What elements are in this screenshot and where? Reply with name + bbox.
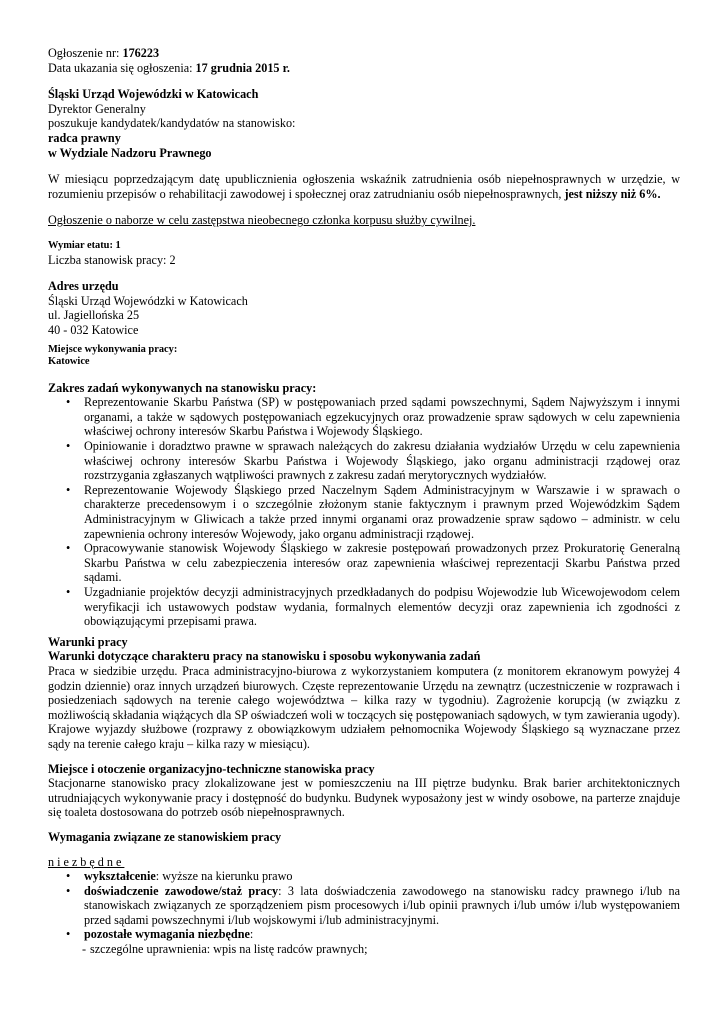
director-title: Dyrektor Generalny xyxy=(48,101,146,116)
ad-number-line: Ogłoszenie nr: 176223 xyxy=(48,46,160,60)
list-item: • Opracowywanie stanowisk Wojewody Śląskiego w zakresie postępowań prowadzonych przez Prokuratorię Generalną Skarbu Państwa w celu zabezpieczenia interesów oraz zapewnienia właściwej reprezentacji Skarbu Państwa przed sądami. xyxy=(66,541,680,585)
list-item: • Reprezentowanie Skarbu Państwa (SP) w postępowaniach przed sądami powszechnymi, Sądem Najwyższym i innymi organami, a także w sądowych postępowaniach egzekucyjnych oraz prowadzenie spraw sądowych w celu zapewnienia właściwej ochrony interesów Skarbu Państwa i Wojewody Śląskiego. xyxy=(66,395,680,439)
requirements-list xyxy=(48,869,680,942)
publication-date: 17 grudnia 2015 r. xyxy=(195,60,290,75)
position-title: radca prawny xyxy=(48,130,121,145)
list-item: • doświadczenie zawodowe/staż pracy: 3 lata doświadczenia zawodowego na stanowisku radcy prawnego i/lub na stanowiskach związanych ze sporządzeniem pism procesowych i/lub opinii prawnych i/lub umów i/lub występowaniem przed sądami powszechnymi i/lub wojskowymi i/lub administracyjnymi. xyxy=(66,883,680,927)
replacement-notice: Ogłoszenie o naborze w celu zastępstwa nieobecnego członka korpusu służby cywilnej. xyxy=(48,213,476,228)
bullet-icon: • xyxy=(66,869,71,884)
list-item: • wykształcenie: wyższe na kierunku prawo xyxy=(66,869,293,884)
department-name: w Wydziale Nadzoru Prawnego xyxy=(48,145,212,160)
list-item: • Uzgadnianie projektów decyzji administracyjnych przedkładanych do podpisu Wojewodzie lub Wicewojewodom celem weryfikacji ich ustawowych podstaw wydania, formalnych elementów decyzji oraz zapewnienia ich zgodności z obowiązującymi przepisami prawa. xyxy=(66,585,680,629)
environment-text: Stacjonarne stanowisko pracy zlokalizowane jest w pomieszczeniu na III piętrze budynku. Brak barier architektonicznych utrudniających wykonywanie pracy i dostępność do budynku. Budynek wyposażony jest w windy osobowe, na parterze znajduje się toaleta dostosowana do potrzeb osób niepełnosprawnych. xyxy=(48,776,680,820)
bullet-icon: • xyxy=(66,395,71,410)
workload-label: Wymiar etatu: 1 xyxy=(48,239,121,251)
workplace-label: Miejsce wykonywania pracy: xyxy=(48,343,178,355)
list-item: • Opiniowanie i doradztwo prawne w sprawach należących do zakresu działania wydziałów Urzędu w celu zapewnienia właściwej ochrony interesów Skarbu Państwa i Wojewody Śląskiego, jako organu administracji rządowej oraz rozstrzygania zgłaszanych wątpliwości prawnych z zakresu zadań merytorycznych wydziałów. xyxy=(66,439,680,483)
list-item: • pozostałe wymagania niezbędne: xyxy=(66,927,254,942)
address-office-name: Śląski Urząd Wojewódzki w Katowicach xyxy=(48,293,248,308)
address-city: 40 - 032 Katowice xyxy=(48,322,139,337)
dash-icon: - xyxy=(82,942,87,957)
conditions-text: Praca w siedzibie urzędu. Praca administracyjno-biurowa z wykorzystaniem komputera (z monitorem ekranowym powyżej 4 godzin dziennie) oraz innych urządzeń biurowych. Częste reprezentowanie Urzędu na zewnątrz (uczestniczenie w rozprawach i posiedzeniach sądowych na terenie całego województwa – kilka razy w tygodniu). Zagrożenie korupcją (w związku z możliwością składania wiążących dla SP oświadczeń woli w toczących się postępowaniach sądowych, w tym zawierania ugody). Krajowe wyjazdy służbowe (rozprawy z obowiązkowym udziałem pełnomocnika Wojewody Śląskiego są wyznaczane przez sądy na terenie całego kraju – kilka razy w miesiącu). xyxy=(48,663,680,751)
other-requirements-list xyxy=(48,942,680,957)
tasks-list xyxy=(48,395,680,629)
workplace-city: Katowice xyxy=(48,356,90,368)
bullet-icon: • xyxy=(66,927,71,942)
announcement-document xyxy=(48,46,680,957)
employment-rate-notice: W miesiącu poprzedzającym datę upublicznienia ogłoszenia wskaźnik zatrudnienia osób niepełnosprawnych w urzędzie, w rozumieniu przepisów o rehabilitacji zawodowej i społecznej oraz zatrudnianiu osób niepełnosprawnych, jest niższy niż 6%. xyxy=(48,172,680,201)
bullet-icon: • xyxy=(66,541,71,556)
positions-count: Liczba stanowisk pracy: 2 xyxy=(48,252,176,267)
tasks-heading: Zakres zadań wykonywanych na stanowisku pracy: xyxy=(48,380,317,395)
publication-date-line: Data ukazania się ogłoszenia: 17 grudnia 2015 r. xyxy=(48,60,290,75)
necessary-label: niezbędne xyxy=(48,854,125,869)
address-heading: Adres urzędu xyxy=(48,279,119,294)
seeking-text: poszukuje kandydatek/kandydatów na stanowisko: xyxy=(48,116,296,131)
bullet-icon: • xyxy=(66,439,71,454)
bullet-icon: • xyxy=(66,883,71,898)
bullet-icon: • xyxy=(66,482,71,497)
list-item: • Reprezentowanie Wojewody Śląskiego przed Naczelnym Sądem Administracyjnym w Warszawie i w sprawach o charakterze precedensowym i o szczególnie złożonym stanie faktycznym i prawnym przed Wojewódzkim Sądem Administracyjnym w Gliwicach a także przed innymi organami oraz prowadzenie spraw sądowo – administr. w celu zapewnienia ochrony interesów Wojewody, jako organu administracji rządowej. xyxy=(66,482,680,541)
list-item: - szczególne uprawnienia: wpis na listę radców prawnych; xyxy=(82,942,368,957)
bullet-icon: • xyxy=(66,585,71,599)
address-street: ul. Jagiellońska 25 xyxy=(48,308,140,323)
requirements-heading: Wymagania związane ze stanowiskiem pracy xyxy=(48,829,282,844)
conditions-subheading: Warunki dotyczące charakteru pracy na stanowisku i sposobu wykonywania zadań xyxy=(48,649,481,664)
office-name: Śląski Urząd Wojewódzki w Katowicach xyxy=(48,87,259,102)
conditions-heading: Warunki pracy xyxy=(48,634,128,649)
ad-number: 176223 xyxy=(122,46,160,60)
environment-heading: Miejsce i otoczenie organizacyjno-techniczne stanowiska pracy xyxy=(48,761,375,776)
